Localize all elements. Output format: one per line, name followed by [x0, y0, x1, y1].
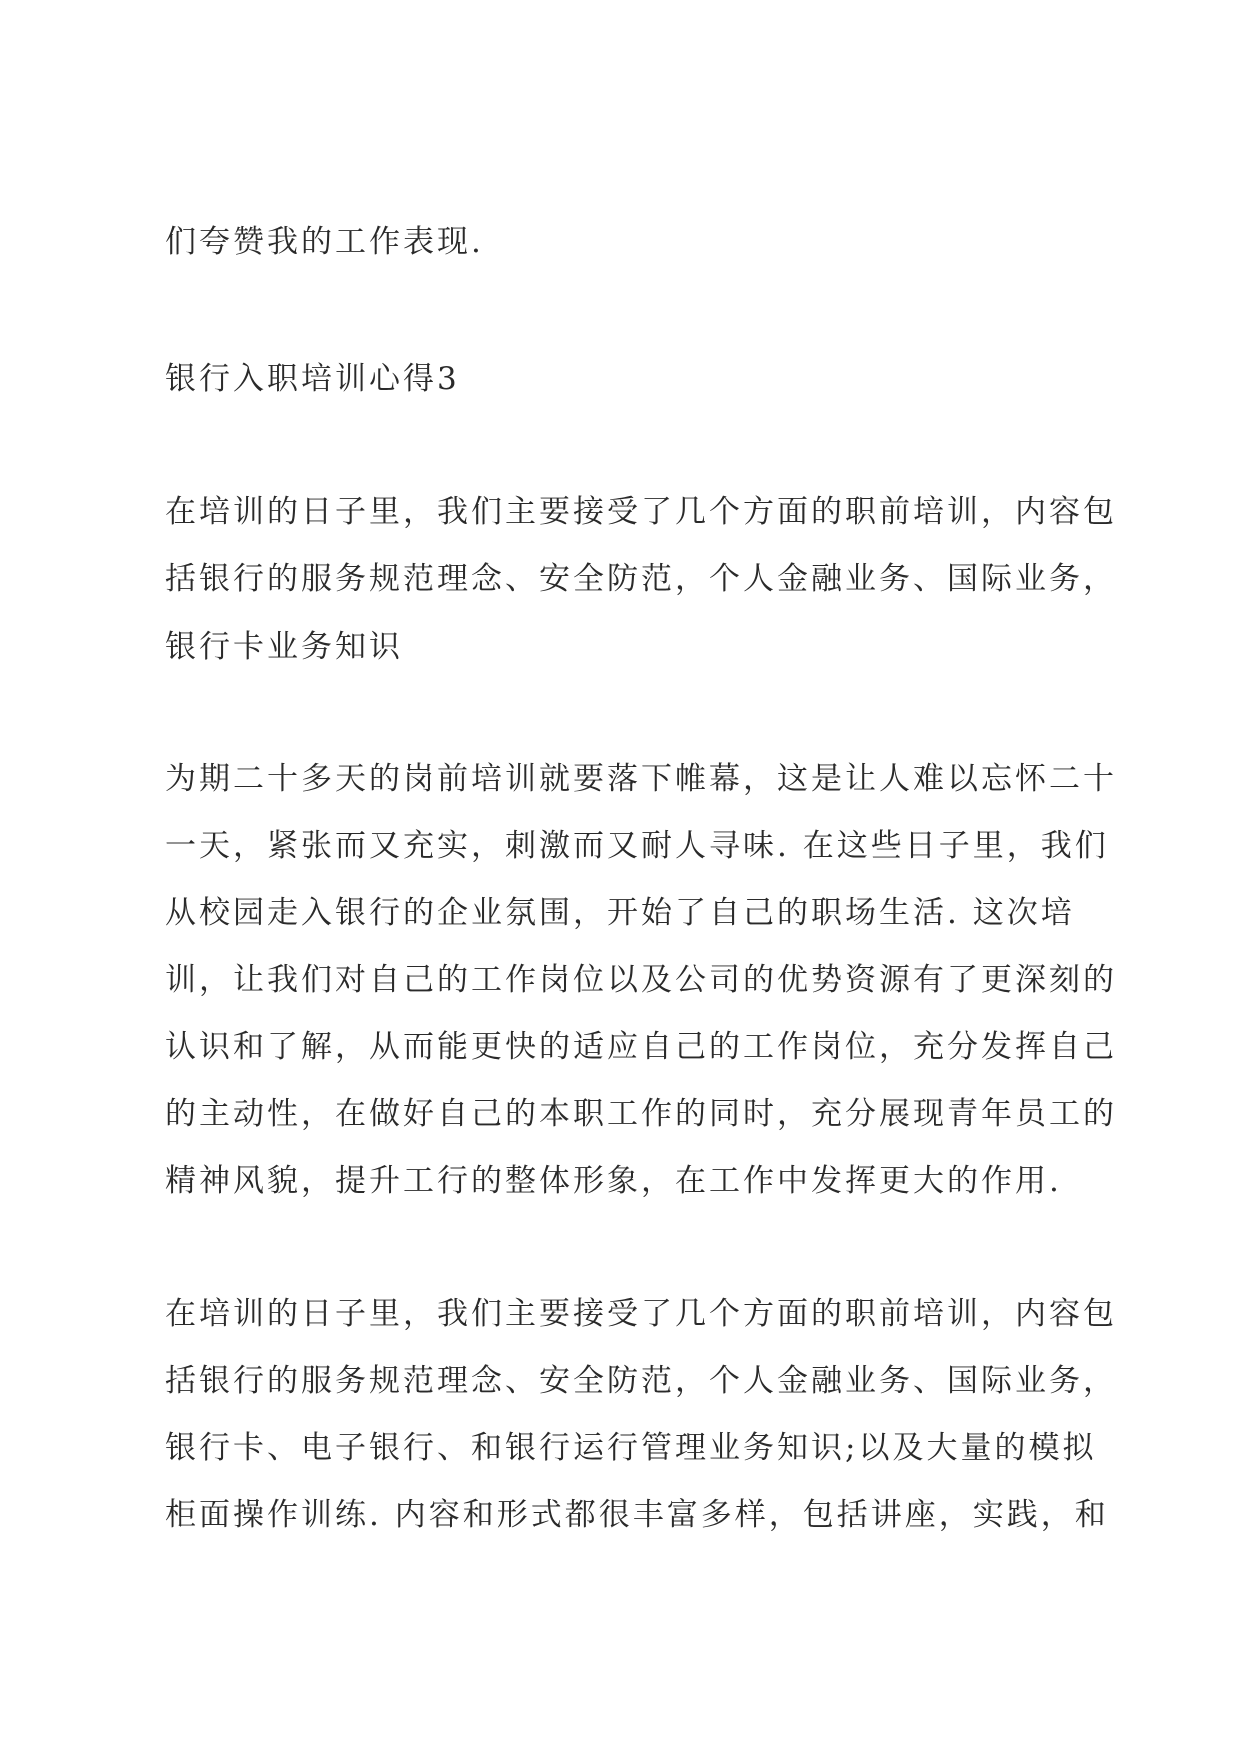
paragraph-line: 精神风貌，提升工行的整体形象，在工作中发挥更大的作用. [165, 1163, 1062, 1199]
paragraph-line: 们夸赞我的工作表现. [165, 224, 484, 260]
paragraph-line: 银行卡、电子银行、和银行运行管理业务知识;以及大量的模拟 [165, 1430, 1097, 1466]
paragraph-line: 为期二十多天的岗前培训就要落下帷幕，这是让人难以忘怀二十 [165, 761, 1117, 797]
paragraph-line: 在培训的日子里，我们主要接受了几个方面的职前培训，内容包 [165, 1296, 1117, 1332]
paragraph-line: 柜面操作训练. 内容和形式都很丰富多样，包括讲座，实践，和 [165, 1497, 1109, 1533]
paragraph-line: 的主动性，在做好自己的本职工作的同时，充分展现青年员工的 [165, 1096, 1117, 1132]
paragraph-line: 括银行的服务规范理念、安全防范，个人金融业务、国际业务， [165, 1363, 1117, 1399]
section-heading: 银行入职培训心得3 [165, 361, 460, 397]
paragraph-line: 认识和了解，从而能更快的适应自己的工作岗位，充分发挥自己 [165, 1029, 1117, 1065]
paragraph-line: 括银行的服务规范理念、安全防范，个人金融业务、国际业务， [165, 561, 1117, 597]
paragraph-line: 一天，紧张而又充实，刺激而又耐人寻味. 在这些日子里，我们 [165, 828, 1109, 864]
paragraph-line: 银行卡业务知识 [165, 629, 403, 665]
paragraph-line: 在培训的日子里，我们主要接受了几个方面的职前培训，内容包 [165, 494, 1117, 530]
paragraph-line: 从校园走入银行的企业氛围，开始了自己的职场生活. 这次培 [165, 895, 1075, 931]
paragraph-line: 训，让我们对自己的工作岗位以及公司的优势资源有了更深刻的 [165, 962, 1117, 998]
